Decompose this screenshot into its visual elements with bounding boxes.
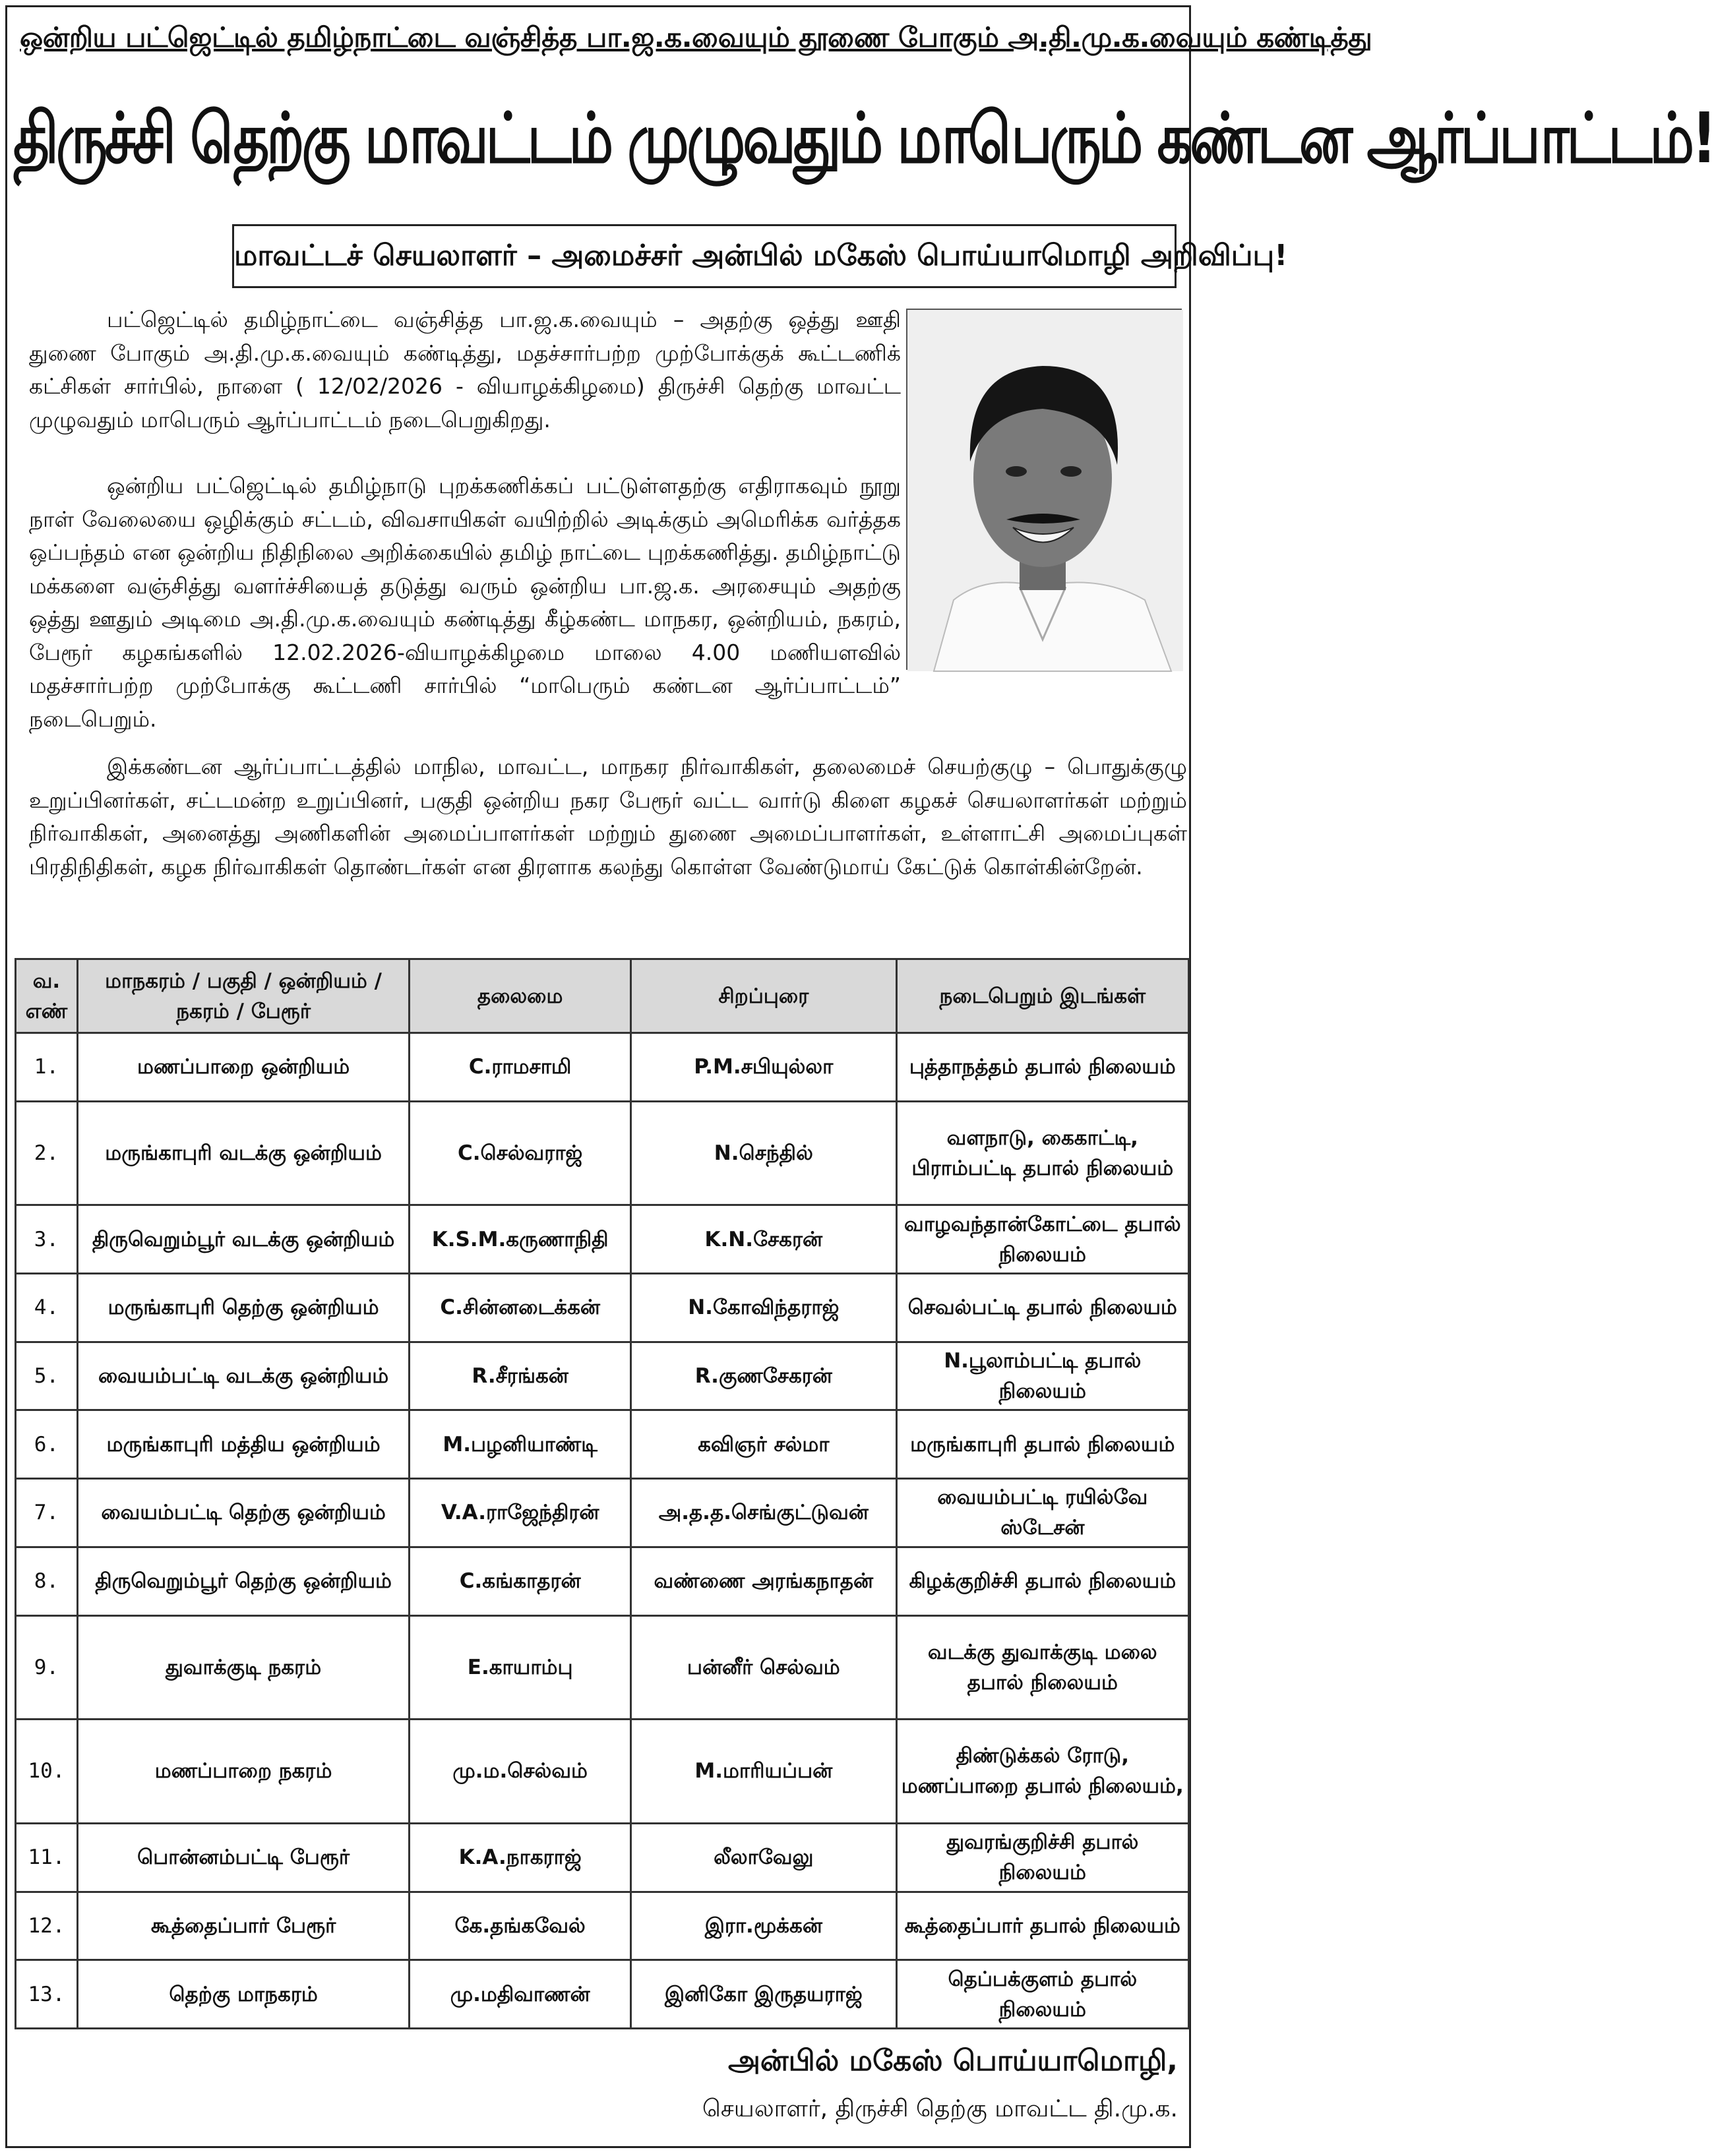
cell-leader: C.சின்னடைக்கன் xyxy=(410,1274,631,1342)
cell-venue: தெப்பக்குளம் தபால் நிலையம் xyxy=(896,1960,1188,2029)
cell-serial: 8. xyxy=(16,1547,78,1615)
header-area: மாநகரம் / பகுதி / ஒன்றியம் / நகரம் / பேரூர் xyxy=(77,959,409,1033)
table-row xyxy=(16,1823,1189,1892)
cell-speaker: லீலாவேலு xyxy=(631,1823,897,1892)
cell-serial: 12. xyxy=(16,1892,78,1960)
cell-serial: 11. xyxy=(16,1823,78,1892)
page-title: திருச்சி தெற்கு மாவட்டம் முழுவதும் மாபெரும் கண்டன ஆர்ப்பாட்டம்! xyxy=(13,98,1714,179)
body-paragraph-1 xyxy=(29,303,901,436)
table-row xyxy=(16,1205,1189,1274)
cell-area: பொன்னம்பட்டி பேரூர் xyxy=(77,1823,409,1892)
header-subtitle: ஒன்றிய பட்ஜெட்டில் தமிழ்நாட்டை வஞ்சித்த பா.ஜ.க.வையும் தூணை போகும் அ.தி.மு.க.வையும் கண்டித்து xyxy=(20,21,1372,53)
cell-serial: 5. xyxy=(16,1342,78,1410)
portrait-photo xyxy=(906,309,1182,670)
cell-speaker: இனிகோ இருதயராஜ் xyxy=(631,1960,897,2029)
table-row xyxy=(16,1033,1189,1102)
cell-speaker: வண்ணை அரங்கநாதன் xyxy=(631,1547,897,1615)
protest-locations-table xyxy=(15,958,1190,2029)
signature-name: அன்பில் மகேஸ் பொய்யாமொழி, xyxy=(728,2044,1178,2078)
cell-area: மருங்காபுரி தெற்கு ஒன்றியம் xyxy=(77,1274,409,1342)
cell-leader: மு.ம.செல்வம் xyxy=(410,1720,631,1824)
cell-area: துவாக்குடி நகரம் xyxy=(77,1615,409,1720)
cell-leader: M.பழனியாண்டி xyxy=(410,1410,631,1479)
cell-leader: K.A.நாகராஜ் xyxy=(410,1823,631,1892)
cell-serial: 10. xyxy=(16,1720,78,1824)
cell-leader: C.கங்காதரன் xyxy=(410,1547,631,1615)
body-paragraph-3 xyxy=(29,750,1187,883)
table-row xyxy=(16,1410,1189,1479)
cell-leader: V.A.ராஜேந்திரன் xyxy=(410,1479,631,1547)
cell-speaker: கவிஞர் சல்மா xyxy=(631,1410,897,1479)
person-portrait-icon xyxy=(907,310,1183,671)
cell-venue: திண்டுக்கல் ரோடு, மணப்பாறை தபால் நிலையம், xyxy=(896,1720,1188,1824)
table-header-row xyxy=(16,959,1189,1033)
cell-serial: 1. xyxy=(16,1033,78,1102)
cell-leader: R.சீரங்கன் xyxy=(410,1342,631,1410)
cell-area: தெற்கு மாநகரம் xyxy=(77,1960,409,2029)
cell-area: மணப்பாறை நகரம் xyxy=(77,1720,409,1824)
header-serial: வ. எண் xyxy=(16,959,78,1033)
cell-serial: 9. xyxy=(16,1615,78,1720)
cell-speaker: N.கோவிந்தராஜ் xyxy=(631,1274,897,1342)
cell-speaker: அ.த.த.செங்குட்டுவன் xyxy=(631,1479,897,1547)
cell-area: மருங்காபுரி மத்திய ஒன்றியம் xyxy=(77,1410,409,1479)
table-row xyxy=(16,1547,1189,1615)
cell-leader: C.ராமசாமி xyxy=(410,1033,631,1102)
cell-area: திருவெறும்பூர் தெற்கு ஒன்றியம் xyxy=(77,1547,409,1615)
cell-area: திருவெறும்பூர் வடக்கு ஒன்றியம் xyxy=(77,1205,409,1274)
cell-venue: செவல்பட்டி தபால் நிலையம் xyxy=(896,1274,1188,1342)
cell-speaker: இரா.மூக்கன் xyxy=(631,1892,897,1960)
paragraph-text: ஒன்றிய பட்ஜெட்டில் தமிழ்நாடு புறக்கணிக்கப் பட்டுள்ளதற்கு எதிராகவும் நூறு நாள் வேலையை ஒழிக்கும் சட்டம், விவசாயிகள் வயிற்றில் அடிக்கும் அமெரிக்க வர்த்தக ஒப்பந்தம் என ஒன்றிய நிதிநிலை அறிக்கையில் தமிழ் நாட்டை புறக்கணித்து. தமிழ்நாட்டு மக்களை வஞ்சித்து வளர்ச்சியைத் தடுத்து வரும் ஒன்றிய பா.ஜ.க. அரசையும் அதற்கு ஒத்து ஊதும் அடிமை அ.தி.மு.க.வையும் கண்டித்து கீழ்கண்ட மாநகர, ஒன்றியம், நகரம், பேரூர் கழகங்களில் 12.02.2026-வியாழக்கிழமை மாலை 4.00 மணியளவில் மதச்சார்பற்ற முற்போக்கு கூட்டணி சார்பில் “மாபெரும் கண்டன ஆர்ப்பாட்டம்” நடைபெறும். xyxy=(29,473,901,732)
announcement-box: மாவட்டச் செயலாளர் – அமைச்சர் அன்பில் மகேஸ் பொய்யாமொழி அறிவிப்பு! xyxy=(232,224,1177,288)
cell-leader: E.காயாம்பு xyxy=(410,1615,631,1720)
cell-venue: வடக்கு துவாக்குடி மலை தபால் நிலையம் xyxy=(896,1615,1188,1720)
header-speaker: சிறப்புரை xyxy=(631,959,897,1033)
cell-serial: 4. xyxy=(16,1274,78,1342)
paragraph-text: இக்கண்டன ஆர்ப்பாட்டத்தில் மாநில, மாவட்ட, மாநகர நிர்வாகிகள், தலைமைச் செயற்குழு – பொதுக்குழு உறுப்பினர்கள், சட்டமன்ற உறுப்பினர், பகுதி ஒன்றிய நகர பேரூர் வட்ட வார்டு கிளை கழகச் செயலாளர்கள் மற்றும் நிர்வாகிகள், அனைத்து அணிகளின் அமைப்பாளர்கள் மற்றும் துணை அமைப்பாளர்கள், உள்ளாட்சி அமைப்புகள் பிரதிநிதிகள், கழக நிர்வாகிகள் தொண்டர்கள் என திரளாக கலந்து கொள்ள வேண்டுமாய் கேட்டுக் கொள்கின்றேன். xyxy=(29,754,1187,880)
cell-venue: துவரங்குறிச்சி தபால் நிலையம் xyxy=(896,1823,1188,1892)
cell-area: மணப்பாறை ஒன்றியம் xyxy=(77,1033,409,1102)
cell-speaker: K.N.சேகரன் xyxy=(631,1205,897,1274)
cell-venue: புத்தாநத்தம் தபால் நிலையம் xyxy=(896,1033,1188,1102)
cell-area: வையம்பட்டி வடக்கு ஒன்றியம் xyxy=(77,1342,409,1410)
cell-venue: வாழவந்தான்கோட்டை தபால் நிலையம் xyxy=(896,1205,1188,1274)
cell-serial: 13. xyxy=(16,1960,78,2029)
cell-speaker: R.குணசேகரன் xyxy=(631,1342,897,1410)
header-leader: தலைமை xyxy=(410,959,631,1033)
table-row xyxy=(16,1960,1189,2029)
cell-speaker: பன்னீர் செல்வம் xyxy=(631,1615,897,1720)
table-row xyxy=(16,1892,1189,1960)
cell-speaker: M.மாரியப்பன் xyxy=(631,1720,897,1824)
cell-area: கூத்தைப்பார் பேரூர் xyxy=(77,1892,409,1960)
cell-area: மருங்காபுரி வடக்கு ஒன்றியம் xyxy=(77,1101,409,1205)
cell-serial: 3. xyxy=(16,1205,78,1274)
cell-venue: வளநாடு, கைகாட்டி, பிராம்பட்டி தபால் நிலையம் xyxy=(896,1101,1188,1205)
cell-serial: 2. xyxy=(16,1101,78,1205)
table-row xyxy=(16,1101,1189,1205)
table-row xyxy=(16,1342,1189,1410)
header-venue: நடைபெறும் இடங்கள் xyxy=(896,959,1188,1033)
cell-venue: கிழக்குறிச்சி தபால் நிலையம் xyxy=(896,1547,1188,1615)
cell-area: வையம்பட்டி தெற்கு ஒன்றியம் xyxy=(77,1479,409,1547)
table-row xyxy=(16,1720,1189,1824)
cell-speaker: N.செந்தில் xyxy=(631,1101,897,1205)
table-row xyxy=(16,1615,1189,1720)
cell-serial: 7. xyxy=(16,1479,78,1547)
cell-venue: கூத்தைப்பார் தபால் நிலையம் xyxy=(896,1892,1188,1960)
cell-serial: 6. xyxy=(16,1410,78,1479)
cell-venue: மருங்காபுரி தபால் நிலையம் xyxy=(896,1410,1188,1479)
cell-venue: வையம்பட்டி ரயில்வே ஸ்டேசன் xyxy=(896,1479,1188,1547)
cell-leader: K.S.M.கருணாநிதி xyxy=(410,1205,631,1274)
table-row xyxy=(16,1274,1189,1342)
cell-leader: மு.மதிவாணன் xyxy=(410,1960,631,2029)
body-paragraph-2 xyxy=(29,469,901,736)
cell-venue: N.பூலாம்பட்டி தபால் நிலையம் xyxy=(896,1342,1188,1410)
table-row xyxy=(16,1479,1189,1547)
cell-leader: கே.தங்கவேல் xyxy=(410,1892,631,1960)
paragraph-text: பட்ஜெட்டில் தமிழ்நாட்டை வஞ்சித்த பா.ஜ.க.வையும் – அதற்கு ஒத்து ஊதி துணை போகும் அ.தி.மு.க.வையும் கண்டித்து, மதச்சார்பற்ற முற்போக்குக் கூட்டணிக் கட்சிகள் சார்பில், நாளை ( 12/02/2026 - வியாழக்கிழமை) திருச்சி தெற்கு மாவட்ட முழுவதும் மாபெரும் ஆர்ப்பாட்டம் நடைபெறுகிறது. xyxy=(29,307,901,433)
cell-leader: C.செல்வராஜ் xyxy=(410,1101,631,1205)
cell-speaker: P.M.சபியுல்லா xyxy=(631,1033,897,1102)
signature-role: செயலாளர், திருச்சி தெற்கு மாவட்ட தி.மு.க. xyxy=(702,2095,1178,2122)
